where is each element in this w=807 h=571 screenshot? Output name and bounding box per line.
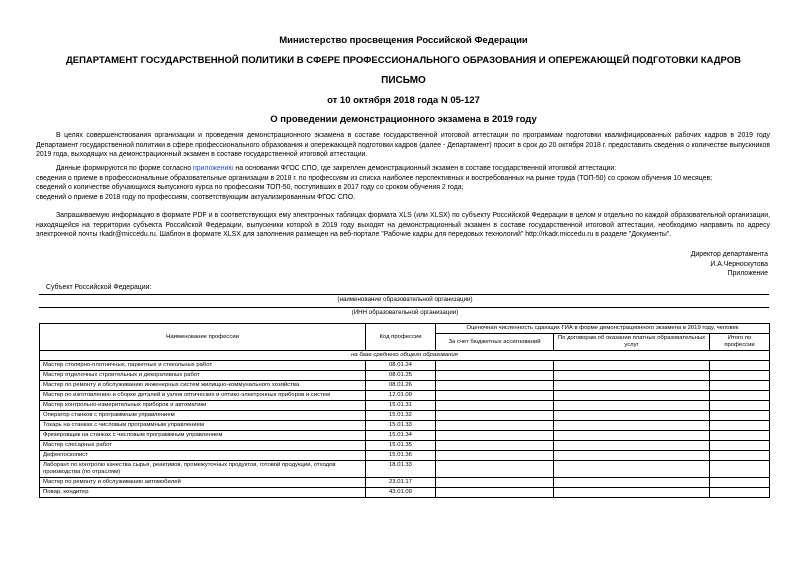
inn-caption: (ИНН образовательной организации)	[351, 309, 459, 316]
profession-code-cell: 08.01.25	[366, 371, 436, 381]
budget-cell[interactable]	[436, 391, 554, 401]
table-row	[40, 381, 770, 391]
total-cell[interactable]	[710, 381, 770, 391]
budget-cell[interactable]	[436, 381, 554, 391]
total-cell[interactable]	[710, 421, 770, 431]
total-cell[interactable]	[710, 431, 770, 441]
divider	[39, 307, 769, 308]
profession-name-cell: Лаборант по контролю качества сырья, реактивов, промежуточных продуктов, готовой продукции, отходов производства (по отраслям)	[40, 461, 366, 478]
budget-cell[interactable]	[436, 488, 554, 498]
signature-block	[691, 250, 768, 279]
contract-cell[interactable]	[554, 391, 710, 401]
profession-name-cell: Фрезеровщик на станках с числовым программным управлением	[40, 431, 366, 441]
col-header-total: Итого по профессии	[710, 334, 770, 351]
profession-name-cell: Мастер по ремонту и обслуживанию автомобилей	[40, 478, 366, 488]
profession-code-cell: 23.01.17	[366, 478, 436, 488]
contract-cell[interactable]	[554, 381, 710, 391]
contract-cell[interactable]	[554, 488, 710, 498]
list-item: сведений о количестве обучающихся выпускного курса по профессиям ТОП-50, поступивших в 2017 году со сроком обучения 2 года;	[36, 184, 464, 192]
form-table	[39, 323, 770, 498]
budget-cell[interactable]	[436, 461, 554, 478]
profession-name-cell: Повар, кондитер	[40, 488, 366, 498]
paragraph-data-post: на основании ФГОС СПО, где закреплен демонстрационный экзамен в составе государственной итоговой аттестации:	[233, 165, 617, 172]
profession-name-cell: Токарь на станках с числовым программным управлением	[40, 421, 366, 431]
document-subject: О проведении демонстрационного экзамена в 2019 году	[270, 114, 537, 125]
total-cell[interactable]	[710, 391, 770, 401]
section-row	[40, 351, 770, 361]
paragraph-data-list	[36, 164, 770, 202]
contract-cell[interactable]	[554, 431, 710, 441]
profession-name-cell: Мастер по ремонту и обслуживанию инженерных систем жилищно-коммунального хозяйства	[40, 381, 366, 391]
contract-cell[interactable]	[554, 451, 710, 461]
profession-name-cell: Дефектоскопист	[40, 451, 366, 461]
profession-name-cell: Мастер по изготовлению и сборке деталей и узлов оптических и оптико-электронных приборов и систем	[40, 391, 366, 401]
section-label: на базе среднего общего образования	[40, 351, 770, 361]
budget-cell[interactable]	[436, 431, 554, 441]
col-header-group: Оценочная численность сдающих ГИА в форме демонстрационного экзамена в 2019 году, человек	[436, 324, 770, 334]
profession-code-cell: 15.01.31	[366, 401, 436, 411]
total-cell[interactable]	[710, 371, 770, 381]
table-row	[40, 401, 770, 411]
profession-code-cell: 15.01.33	[366, 421, 436, 431]
paragraph-intro: В целях совершенствования организации и проведения демонстрационного экзамена в составе государственной итоговой аттестации по программам подготовки квалифицированных рабочих кадров в 2019 году Департамент государственной политики в сфере профессионального образования и опережающей подготовки кадров (далее - Департамент) просит в срок до 20 октября 2018 г. предоставить сведения о количестве выпускников 2019 года, выходящих на демонстрационный экзамен в составе государственной итоговой аттестации.	[36, 132, 770, 159]
profession-code-cell: 12.01.09	[366, 391, 436, 401]
contract-cell[interactable]	[554, 371, 710, 381]
budget-cell[interactable]	[436, 441, 554, 451]
document-date-number: от 10 октября 2018 года N 05-127	[327, 95, 480, 106]
subject-label: Субъект Российской Федерации:	[46, 284, 152, 291]
ministry-name: Министерство просвещения Российской Федерации	[279, 35, 528, 46]
profession-code-cell: 08.01.24	[366, 361, 436, 371]
table-row	[40, 361, 770, 371]
signature-role: Директор департамента	[690, 251, 768, 258]
profession-code-cell: 18.01.33	[366, 461, 436, 478]
document-type: ПИСЬМО	[381, 75, 426, 86]
col-header-budget: За счет бюджетных ассигнований	[436, 334, 554, 351]
contract-cell[interactable]	[554, 441, 710, 451]
table-row	[40, 461, 770, 478]
profession-name-cell: Мастер столярно-плотничных, паркетных и стекольных работ	[40, 361, 366, 371]
contract-cell[interactable]	[554, 421, 710, 431]
contract-cell[interactable]	[554, 411, 710, 421]
total-cell[interactable]	[710, 441, 770, 451]
profession-code-cell: 08.01.26	[366, 381, 436, 391]
total-cell[interactable]	[710, 411, 770, 421]
profession-name-cell: Мастер слесарных работ	[40, 441, 366, 451]
total-cell[interactable]	[710, 361, 770, 371]
profession-name-cell: Оператор станков с программным управлением	[40, 411, 366, 421]
profession-name-cell: Мастер отделочных строительных и декоративных работ	[40, 371, 366, 381]
org-caption: (наименование образовательной организации)	[337, 296, 473, 303]
budget-cell[interactable]	[436, 361, 554, 371]
budget-cell[interactable]	[436, 401, 554, 411]
table-row	[40, 478, 770, 488]
department-name: ДЕПАРТАМЕНТ ГОСУДАРСТВЕННОЙ ПОЛИТИКИ В СФЕРЕ ПРОФЕССИОНАЛЬНОГО ОБРАЗОВАНИЯ И ОПЕРЕЖАЮЩЕЙ ПОДГОТОВКИ КАДРОВ	[66, 55, 741, 66]
table-row	[40, 391, 770, 401]
col-header-contract: По договорам об оказании платных образовательных услуг	[554, 334, 710, 351]
appendix-link[interactable]: приложению	[192, 165, 234, 172]
paragraph-submission: Запрашиваемую информацию в формате PDF и в соответствующих ему электронных таблицах формата XLS (или XLSX) по субъекту Российской Федерации в целом и отдельно по каждой образовательной организации, находящейся на территории субъекта Российской Федерации, выпускники которой в 2019 году выходят на демонстрационный экзамен в составе государственной итоговой аттестации, необходимо направить по адресу электронной почты rkadr@miccedu.ru. Шаблон в формате XLSX для заполнения размещен на веб-портале "Рабочие кадры для передовых технологий" http://rkadr.miccedu.ru в разделе "Документы".	[36, 212, 770, 239]
profession-code-cell: 43.01.09	[366, 488, 436, 498]
profession-code-cell: 15.01.36	[366, 451, 436, 461]
profession-code-cell: 15.01.35	[366, 441, 436, 451]
paragraph-data-pre: Данные формируются по форме согласно	[56, 165, 193, 172]
signature-name: И.А.Черноскутова	[710, 260, 768, 268]
total-cell[interactable]	[710, 401, 770, 411]
table-row	[40, 441, 770, 451]
budget-cell[interactable]	[436, 478, 554, 488]
paragraph-data-line	[36, 164, 770, 174]
table-row	[40, 411, 770, 421]
appendix-label: Приложение	[727, 270, 768, 278]
table-row	[40, 488, 770, 498]
total-cell[interactable]	[710, 451, 770, 461]
budget-cell[interactable]	[436, 421, 554, 431]
profession-code-cell: 15.01.32	[366, 411, 436, 421]
contract-cell[interactable]	[554, 478, 710, 488]
col-header-name: Наименование профессии	[40, 324, 366, 351]
total-cell[interactable]	[710, 461, 770, 478]
budget-cell[interactable]	[436, 411, 554, 421]
table-row	[40, 431, 770, 441]
total-cell[interactable]	[710, 488, 770, 498]
col-header-code: Код профессии	[366, 324, 436, 351]
contract-cell[interactable]	[554, 361, 710, 371]
total-cell[interactable]	[710, 478, 770, 488]
list-item: сведения о приеме в профессиональные образовательные организации в 2018 г. по профессиям из списка наиболее перспективных и востребованных на рынке труда (ТОП-50) со сроком обучения 10 месяцев;	[36, 174, 713, 182]
budget-cell[interactable]	[436, 371, 554, 381]
table-row	[40, 371, 770, 381]
profession-code-cell: 15.01.34	[366, 431, 436, 441]
table-row	[40, 451, 770, 461]
table-row	[40, 421, 770, 431]
budget-cell[interactable]	[436, 451, 554, 461]
list-item: сведений о приеме в 2018 году по профессиям, соответствующим актуализированным ФГОС СПО.	[36, 193, 356, 201]
contract-cell[interactable]	[554, 461, 710, 478]
divider	[39, 294, 769, 295]
profession-name-cell: Мастер контрольно-измерительных приборов и автоматики	[40, 401, 366, 411]
contract-cell[interactable]	[554, 401, 710, 411]
